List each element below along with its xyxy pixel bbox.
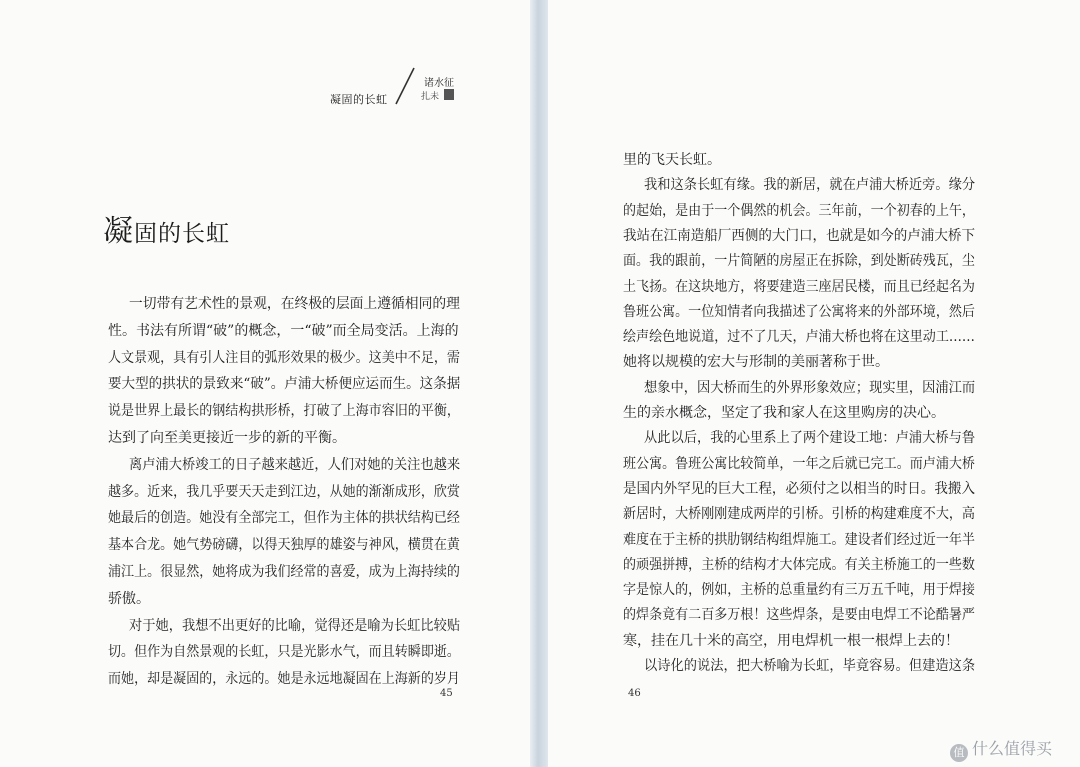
text-line: 要大型的拱状的景致来“破”。卢浦大桥便应运而生。这条据 <box>108 376 461 393</box>
text-line: 浦江上。很显然，她将成为我们经常的喜爱，成为上海持续的 <box>108 564 460 580</box>
header-square-mark <box>444 89 454 100</box>
text-line: 的顽强拼搏，主桥的结构才大体完成。有关主桥施工的一些数 <box>623 556 975 573</box>
text-line: 字是惊人的，例如，主桥的总重量约有三万五千吨，用于焊接 <box>623 582 975 599</box>
text-line: 新居时，大桥刚刚建成两岸的引桥。引桥的构建难度不大，高 <box>623 506 975 523</box>
watermark <box>950 736 1052 762</box>
running-header-series: 诸水征 <box>424 78 454 89</box>
text-line: 她将以规模的宏大与形制的美丽著称于世。 <box>623 354 889 371</box>
text-line: 人文景观，具有引人注目的弧形效果的极少。这美中不足，需 <box>108 349 460 366</box>
text-line: 以诗化的说法，把大桥喻为长虹，毕竟容易。但建造这条 <box>644 658 976 674</box>
text-line: 一切带有艺术性的景观，在终极的层面上遵循相同的理 <box>129 296 460 312</box>
text-line: 鲁班公寓。一位知情者向我描述了公寓将来的外部环境，然后 <box>623 303 975 320</box>
left-page <box>0 0 530 767</box>
text-line: 切。但作为自然景观的长虹，只是光影水气，而且转瞬即逝。 <box>108 644 460 661</box>
right-page <box>548 0 1080 767</box>
text-line: 土飞扬。在这块地方，将要建造三座居民楼，而且已经起名为 <box>623 278 975 295</box>
text-line: 骄傲。 <box>108 590 150 607</box>
text-line: 是国内外罕见的巨大工程，必须付之以相当的时日。我搬入 <box>623 480 975 497</box>
text-line: 而她，却是凝固的，永远的。她是永远地凝固在上海新的岁月 <box>108 671 460 688</box>
watermark-text: 什么值得买 <box>972 739 1053 758</box>
text-line: 我和这条长虹有缘。我的新居，就在卢浦大桥近旁。缘分 <box>644 177 976 194</box>
text-line: 基本合龙。她气势磅礴，以得天独厚的雄姿与神风，横贯在黄 <box>108 537 460 554</box>
running-header-author: 扎未 <box>421 92 440 102</box>
page-number-left: 45 <box>440 688 453 699</box>
text-line: 里的飞天长虹。 <box>623 152 721 168</box>
text-line: 班公寓。鲁班公寓比较简单，一年之后就已完工。而卢浦大桥 <box>623 455 975 472</box>
text-line: 想象中，因大桥而生的外界形象效应；现实里，因浦江而 <box>644 379 976 396</box>
chapter-title-first-char: 凝 <box>103 214 134 249</box>
text-line: 她最后的创造。她没有全部完工，但作为主体的拱状结构已经 <box>108 510 460 527</box>
text-line: 难度在于主桥的拱肋钢结构组焊施工。建设者们经过近一年半 <box>623 531 975 548</box>
text-line: 生的亲水概念，坚定了我和家人在这里购房的决心。 <box>623 405 945 421</box>
text-line: 越多。近来，我几乎要天天走到江边，从她的渐渐成形，欣赏 <box>108 483 460 500</box>
page-number-right: 46 <box>628 688 641 699</box>
text-line: 对于她，我想不出更好的比喻，觉得还是喻为长虹比较贴 <box>129 617 461 634</box>
text-line: 说是世界上最长的钢结构拱形桥，打破了上海市容旧的平衡， <box>108 403 460 420</box>
text-line: 我站在江南造船厂西侧的大门口，也就是如今的卢浦大桥下 <box>623 227 975 244</box>
text-line: 从此以后，我的心里系上了两个建设工地：卢浦大桥与鲁 <box>644 430 976 447</box>
text-line: 达到了向至美更接近一步的新的平衡。 <box>108 430 346 446</box>
text-line: 的起始，是由于一个偶然的机会。三年前，一个初春的上午， <box>623 202 975 219</box>
chapter-title-rest: 固的长虹 <box>134 221 230 247</box>
chapter-title <box>103 206 230 250</box>
text-line: 性。书法有所谓“破”的概念，一“破”而全局变活。上海的 <box>108 322 459 339</box>
text-line: 面。我的跟前，一片简陋的房屋正在拆除，到处断砖残瓦，尘 <box>623 253 975 270</box>
watermark-badge-icon: 值 <box>950 744 968 762</box>
header-slash-divider <box>392 66 418 106</box>
running-header-title: 凝固的长虹 <box>330 93 388 106</box>
text-line: 绘声绘色地说道，过不了几天，卢浦大桥也将在这里动工…… <box>623 329 975 346</box>
text-line: 离卢浦大桥竣工的日子越来越近，人们对她的关注也越来 <box>129 456 461 473</box>
text-line: 的焊条竟有二百多万根！这些焊条，是要由电焊工不论酷暑严 <box>623 607 975 624</box>
book-gutter <box>530 0 548 767</box>
text-line: 寒，挂在几十米的高空，用电焊机一根一根焊上去的！ <box>623 632 959 649</box>
